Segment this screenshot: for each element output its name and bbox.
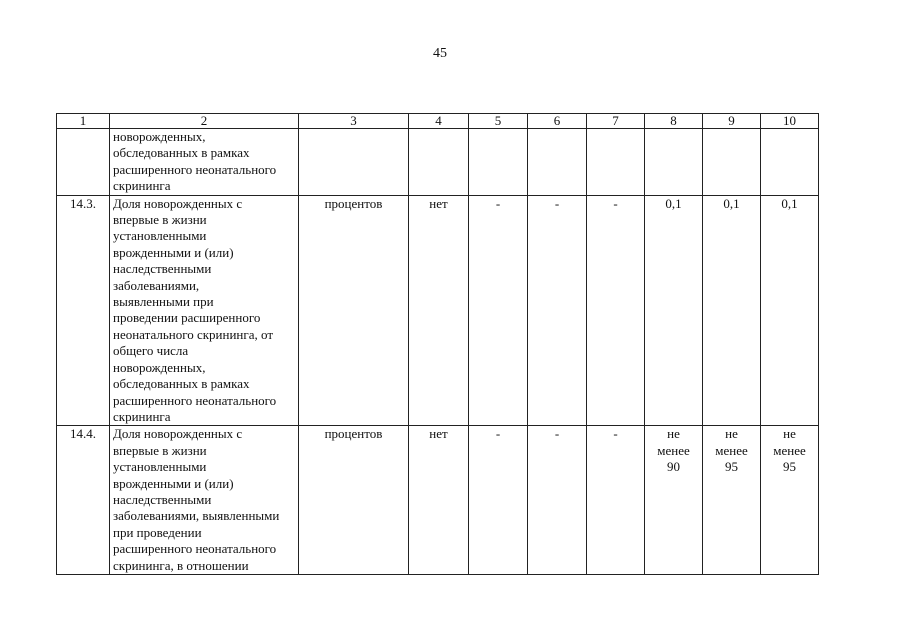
value-cell-7 [587, 129, 645, 196]
value-cell-5: - [469, 195, 528, 426]
header-cell: 7 [587, 114, 645, 129]
value-cell-6 [528, 129, 587, 196]
indicators-table [56, 113, 819, 575]
row-number: 14.3. [57, 195, 110, 426]
base-value-cell: нет [409, 426, 469, 575]
value-cell-9: не менее 95 [703, 426, 761, 575]
table-row [57, 129, 819, 196]
base-value-cell [409, 129, 469, 196]
header-cell: 5 [469, 114, 528, 129]
value-cell-10: 0,1 [761, 195, 819, 426]
value-cell-9: 0,1 [703, 195, 761, 426]
unit-cell: процентов [299, 426, 409, 575]
header-cell: 10 [761, 114, 819, 129]
value-cell-5 [469, 129, 528, 196]
row-number: 14.4. [57, 426, 110, 575]
header-cell: 9 [703, 114, 761, 129]
value-cell-8 [645, 129, 703, 196]
indicator-name: новорожденных, обследованных в рамках расширенного неонатального скрининга [110, 129, 299, 196]
header-cell: 1 [57, 114, 110, 129]
value-cell-7: - [587, 195, 645, 426]
value-cell-5: - [469, 426, 528, 575]
header-cell: 3 [299, 114, 409, 129]
value-cell-7: - [587, 426, 645, 575]
header-cell: 4 [409, 114, 469, 129]
header-cell: 2 [110, 114, 299, 129]
table-header-row [57, 114, 819, 129]
value-cell-6: - [528, 426, 587, 575]
table-row [57, 195, 819, 426]
base-value-cell: нет [409, 195, 469, 426]
table-row [57, 426, 819, 575]
value-cell-10 [761, 129, 819, 196]
header-cell: 6 [528, 114, 587, 129]
row-number [57, 129, 110, 196]
unit-cell: процентов [299, 195, 409, 426]
value-cell-9 [703, 129, 761, 196]
header-cell: 8 [645, 114, 703, 129]
value-cell-6: - [528, 195, 587, 426]
unit-cell [299, 129, 409, 196]
value-cell-8: не менее 90 [645, 426, 703, 575]
value-cell-10: не менее 95 [761, 426, 819, 575]
value-cell-8: 0,1 [645, 195, 703, 426]
indicator-name: Доля новорожденных с впервые в жизни установленными врожденными и (или) наследственными заболеваниями, выявленными при проведении расширенного неонатального скрининга, от общего числа новорожденных, обследованных в рамках расширенного неонатального скрининга [110, 195, 299, 426]
indicator-name: Доля новорожденных с впервые в жизни установленными врожденными и (или) наследственными заболеваниями, выявленными при проведении расширенного неонатального скрининга, в отношении [110, 426, 299, 575]
page-number: 45 [433, 46, 447, 61]
